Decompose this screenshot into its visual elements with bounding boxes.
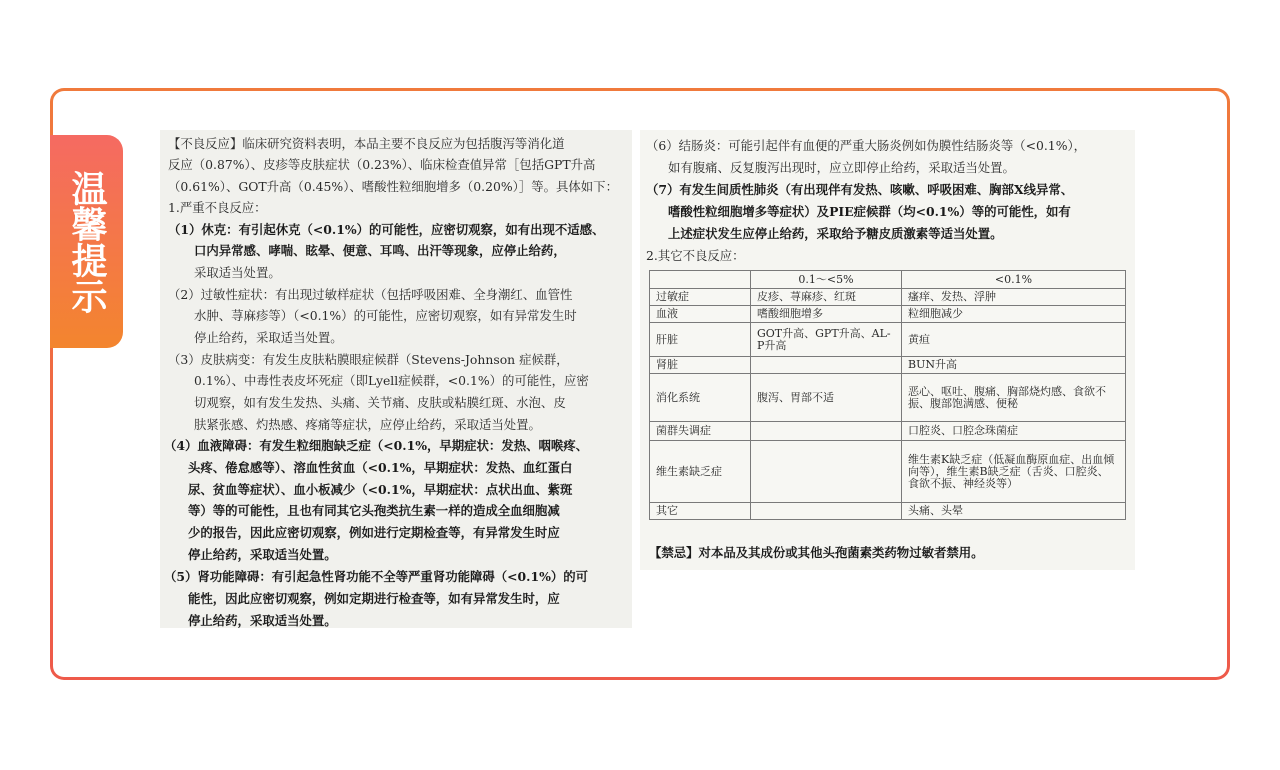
table-row (650, 289, 1126, 306)
left-line: 采取适当处置。 (194, 265, 281, 280)
left-line: 切观察，如有发生发热、头痛、关节痛、皮肤或粘膜红斑、水泡、皮 (194, 395, 566, 410)
left-line: （1）休克：有引起休克（<0.1%）的可能性，应密切观察，如有出现不适感、 (168, 222, 605, 237)
table-cell: 肾脏 (650, 357, 751, 374)
right-line: （7）有发生间质性肺炎（有出现伴有发热、咳嗽、呼吸困难、胸部X线异常、 (646, 182, 1074, 197)
table-cell: 黄疸 (902, 323, 1126, 357)
table-header-cell: <0.1% (902, 271, 1126, 289)
table-cell: 血液 (650, 306, 751, 323)
warm-tip-label: 温馨提示 (66, 169, 107, 314)
left-line: （0.61%）、GOT升高（0.45%）、嗜酸性粒细胞增多（0.20%）］等。具体如下： (168, 179, 618, 194)
table-header-cell (650, 271, 751, 289)
left-line: 停止给药，采取适当处置。 (188, 613, 337, 628)
table-row (650, 441, 1126, 503)
table-cell (751, 422, 902, 441)
right-line: （6）结肠炎：可能引起伴有血便的严重大肠炎例如伪膜性结肠炎等（<0.1%）， (646, 138, 1087, 153)
table-cell: 恶心、呕吐、腹痛、胸部烧灼感、食欲不振、腹部饱满感、便秘 (902, 374, 1126, 422)
table-cell: 菌群失调症 (650, 422, 751, 441)
warm-tip-tag (50, 135, 123, 348)
left-line: 口内异常感、哮喘、眩晕、便意、耳鸣、出汗等现象，应停止给药， (194, 243, 566, 258)
table-cell: 腹泻、胃部不适 (751, 374, 902, 422)
table-row (650, 422, 1126, 441)
table-cell: GOT升高、GPT升高、AL-P升高 (751, 323, 902, 357)
table-header-cell: 0.1～<5% (751, 271, 902, 289)
left-line: 反应（0.87%）、皮疹等皮肤症状（0.23%）、临床检查值异常［包括GPT升高 (168, 157, 596, 172)
table-cell: 粒细胞减少 (902, 306, 1126, 323)
left-line: （4）血液障碍：有发生粒细胞缺乏症（<0.1%，早期症状：发热、咽喉疼、 (164, 438, 589, 453)
left-line: 【不良反应】临床研究资料表明，本品主要不良反应为包括腹泻等消化道 (168, 136, 565, 151)
right-line: 如有腹痛、反复腹泻出现时，应立即停止给药，采取适当处置。 (668, 160, 1015, 175)
left-line: 能性，因此应密切观察，例如定期进行检查等，如有异常发生时，应 (188, 591, 560, 606)
left-line: 1.严重不良反应： (168, 200, 267, 215)
adverse-reaction-table (649, 270, 1126, 520)
table-cell: 过敏症 (650, 289, 751, 306)
right-line: 上述症状发生应停止给药，采取给予糖皮质激素等适当处置。 (668, 226, 1003, 241)
left-line: 水肿、荨麻疹等）（<0.1%）的可能性，应密切观察，如有异常发生时 (194, 308, 577, 323)
table-cell: 维生素缺乏症 (650, 441, 751, 503)
table-row (650, 306, 1126, 323)
left-line: （2）过敏性症状：有出现过敏样症状（包括呼吸困难、全身潮红、血管性 (168, 287, 573, 302)
table-cell: 瘙痒、发热、浮肿 (902, 289, 1126, 306)
table-cell: 口腔炎、口腔念珠菌症 (902, 422, 1126, 441)
table-cell (751, 357, 902, 374)
left-line: （3）皮肤病变：有发生皮肤粘膜眼症候群（Stevens-Johnson 症候群， (168, 352, 569, 367)
table-cell (751, 503, 902, 520)
left-line: （5）肾功能障碍：有引起急性肾功能不全等严重肾功能障碍（<0.1%）的可 (164, 569, 589, 584)
table-header-row (650, 271, 1126, 289)
contraindication-text: 【禁忌】对本品及其成份或其他头孢菌素类药物过敏者禁用。 (649, 545, 984, 560)
table-cell: 消化系统 (650, 374, 751, 422)
left-line: 停止给药，采取适当处置。 (188, 547, 337, 562)
table-cell: 头痛、头晕 (902, 503, 1126, 520)
right-line: 2.其它不良反应： (646, 248, 745, 263)
left-line: 0.1%）、中毒性表皮坏死症（即Lyell症候群，<0.1%）的可能性，应密 (194, 373, 589, 388)
left-line: 头疼、倦怠感等）、溶血性贫血（<0.1%，早期症状：发热、血红蛋白 (188, 460, 573, 475)
left-line: 停止给药，采取适当处置。 (194, 330, 343, 345)
table-row (650, 503, 1126, 520)
table-cell: 嗜酸细胞增多 (751, 306, 902, 323)
table-row (650, 323, 1126, 357)
table-cell: 维生素K缺乏症（低凝血酶原血症、出血倾向等），维生素B缺乏症（舌炎、口腔炎、食欲不振、神经炎等） (902, 441, 1126, 503)
table-cell: BUN升高 (902, 357, 1126, 374)
table-cell: 其它 (650, 503, 751, 520)
right-line: 嗜酸性粒细胞增多等症状）及PIE症候群（均<0.1%）等的可能性，如有 (668, 204, 1071, 219)
table-row (650, 357, 1126, 374)
table-cell: 肝脏 (650, 323, 751, 357)
table-row (650, 374, 1126, 422)
table-cell (751, 441, 902, 503)
left-line: 等）等的可能性，且也有同其它头孢类抗生素一样的造成全血细胞减 (188, 503, 560, 518)
left-line: 少的报告，因此应密切观察，例如进行定期检查等，有异常发生时应 (188, 525, 560, 540)
left-line: 尿、贫血等症状）、血小板减少（<0.1%，早期症状：点状出血、紫斑 (188, 482, 573, 497)
table-cell: 皮疹、荨麻疹、红斑 (751, 289, 902, 306)
left-line: 肤紧张感、灼热感、疼痛等症状，应停止给药，采取适当处置。 (194, 417, 541, 432)
